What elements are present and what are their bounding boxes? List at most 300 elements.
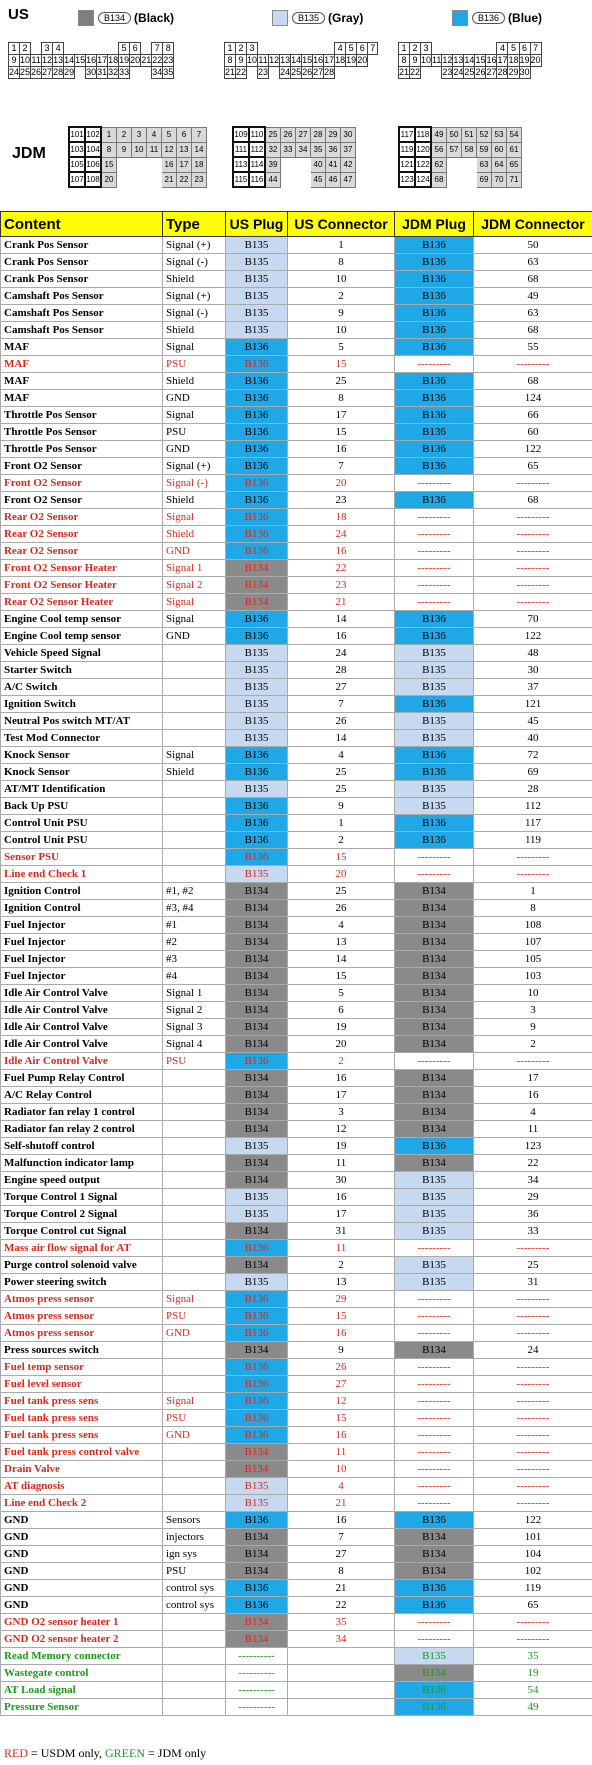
- row-us-connector: 16: [288, 1325, 395, 1342]
- row-type: [163, 1342, 226, 1359]
- row-us-plug: B136: [226, 407, 288, 424]
- row-us-plug: B136: [226, 1512, 288, 1529]
- row-jdm-connector: 54: [474, 1682, 592, 1699]
- row-jdm-plug: B136: [395, 339, 474, 356]
- row-us-plug: B135: [226, 1206, 288, 1223]
- row-us-plug: B136: [226, 1308, 288, 1325]
- row-content: Control Unit PSU: [1, 832, 163, 849]
- row-type: injectors: [163, 1529, 226, 1546]
- row-us-connector: 11: [288, 1155, 395, 1172]
- row-us-plug: B135: [226, 662, 288, 679]
- pin-cell: 28: [53, 67, 64, 77]
- us-connector-b135: [224, 42, 378, 79]
- row-content: Ignition Switch: [1, 696, 163, 713]
- row-jdm-plug: ---------: [395, 866, 474, 883]
- row-content: Throttle Pos Sensor: [1, 424, 163, 441]
- pin-cell: 115: [233, 172, 249, 187]
- row-content: Control Unit PSU: [1, 815, 163, 832]
- row-jdm-plug: B136: [395, 390, 474, 407]
- row-jdm-connector: 70: [474, 611, 592, 628]
- row-us-plug: B135: [226, 288, 288, 305]
- row-jdm-connector: 122: [474, 1512, 592, 1529]
- pin-cell: 105: [69, 157, 85, 172]
- row-content: Throttle Pos Sensor: [1, 441, 163, 458]
- row-type: [163, 1070, 226, 1087]
- table-row: [1, 900, 592, 917]
- table-row: [1, 730, 592, 747]
- row-type: [163, 730, 226, 747]
- row-jdm-connector: ---------: [474, 1461, 592, 1478]
- row-type: [163, 1682, 226, 1699]
- row-content: Radiator fan relay 1 control: [1, 1104, 163, 1121]
- pin-cell: 19: [119, 55, 130, 65]
- pin-cell: 70: [492, 172, 507, 187]
- jdm-connector-b135: [232, 126, 356, 188]
- table-row: [1, 1546, 592, 1563]
- pin-cell: 14: [64, 55, 75, 65]
- table-row: [1, 237, 592, 254]
- row-us-plug: B136: [226, 424, 288, 441]
- row-type: GND: [163, 1427, 226, 1444]
- row-jdm-connector: ---------: [474, 1444, 592, 1461]
- table-row: [1, 1580, 592, 1597]
- row-jdm-connector: 121: [474, 696, 592, 713]
- row-jdm-connector: 11: [474, 1121, 592, 1138]
- table-row: [1, 1342, 592, 1359]
- pin-cell: 8: [399, 55, 410, 67]
- pin-cell: 28: [497, 67, 508, 77]
- row-us-connector: 25: [288, 883, 395, 900]
- row-us-plug: B134: [226, 1036, 288, 1053]
- pin-cell: 14: [192, 142, 207, 157]
- row-us-plug: B136: [226, 764, 288, 781]
- row-content: Fuel Injector: [1, 968, 163, 985]
- row-type: [163, 1376, 226, 1393]
- pin-cell: [108, 43, 119, 55]
- row-us-plug: B134: [226, 1002, 288, 1019]
- row-jdm-plug: B136: [395, 458, 474, 475]
- row-jdm-connector: ---------: [474, 866, 592, 883]
- pin-cell: 30: [519, 67, 530, 77]
- pin-cell: 13: [453, 55, 464, 65]
- row-jdm-plug: B135: [395, 713, 474, 730]
- pin-cell: [75, 43, 86, 55]
- row-us-plug: B134: [226, 1223, 288, 1240]
- pin-cell: 45: [311, 172, 326, 187]
- row-us-connector: 25: [288, 781, 395, 798]
- row-type: [163, 1699, 226, 1716]
- row-us-plug: ----------: [226, 1648, 288, 1665]
- row-type: [163, 1172, 226, 1189]
- row-jdm-plug: ---------: [395, 1478, 474, 1495]
- row-jdm-connector: 31: [474, 1274, 592, 1291]
- row-jdm-connector: ---------: [474, 1291, 592, 1308]
- row-us-plug: B135: [226, 1138, 288, 1155]
- row-type: [163, 1359, 226, 1376]
- row-jdm-plug: B136: [395, 441, 474, 458]
- pin-cell: 42: [341, 157, 356, 172]
- row-jdm-plug: B136: [395, 1138, 474, 1155]
- row-jdm-plug: B135: [395, 645, 474, 662]
- pin-cell: 119: [399, 142, 415, 157]
- pin-cell: 19: [346, 55, 357, 65]
- row-type: [163, 1631, 226, 1648]
- pin-cell: 113: [233, 157, 249, 172]
- pin-cell: 15: [75, 55, 86, 65]
- row-jdm-plug: B136: [395, 271, 474, 288]
- pin-cell: [302, 43, 313, 55]
- row-type: PSU: [163, 1053, 226, 1070]
- row-us-plug: B136: [226, 509, 288, 526]
- pin-cell: 12: [42, 55, 53, 65]
- row-us-connector: 4: [288, 1478, 395, 1495]
- table-row: [1, 1223, 592, 1240]
- row-us-plug: ----------: [226, 1665, 288, 1682]
- row-us-plug: B135: [226, 1189, 288, 1206]
- pin-cell: 17: [497, 55, 508, 65]
- row-jdm-plug: B136: [395, 815, 474, 832]
- row-jdm-plug: ---------: [395, 1308, 474, 1325]
- row-jdm-connector: 63: [474, 254, 592, 271]
- pin-cell: 20: [357, 55, 368, 65]
- row-jdm-plug: ---------: [395, 1461, 474, 1478]
- row-content: Idle Air Control Valve: [1, 1002, 163, 1019]
- row-jdm-connector: ---------: [474, 594, 592, 611]
- pin-cell: 124: [415, 172, 431, 187]
- col-jdm-connector: JDM Connector: [474, 212, 592, 237]
- pin-cell: 10: [20, 55, 31, 65]
- row-us-connector: 25: [288, 373, 395, 390]
- row-us-connector: 11: [288, 1240, 395, 1257]
- row-us-plug: B134: [226, 1155, 288, 1172]
- row-us-plug: B136: [226, 441, 288, 458]
- row-us-connector: 15: [288, 424, 395, 441]
- row-content: GND O2 sensor heater 2: [1, 1631, 163, 1648]
- pin-cell: 18: [192, 157, 207, 172]
- row-jdm-plug: B134: [395, 1546, 474, 1563]
- pin-cell: 1: [9, 43, 20, 55]
- pin-cell: 103: [69, 142, 85, 157]
- row-content: Fuel tank press sens: [1, 1393, 163, 1410]
- table-row: [1, 339, 592, 356]
- row-jdm-connector: 8: [474, 900, 592, 917]
- row-jdm-connector: 28: [474, 781, 592, 798]
- row-type: Signal: [163, 611, 226, 628]
- table-row: [1, 1614, 592, 1631]
- row-type: [163, 1495, 226, 1512]
- row-jdm-plug: B136: [395, 747, 474, 764]
- row-us-plug: B136: [226, 339, 288, 356]
- pin-cell: 50: [447, 127, 462, 142]
- row-us-connector: [288, 1699, 395, 1716]
- row-content: Fuel Injector: [1, 917, 163, 934]
- row-jdm-connector: 66: [474, 407, 592, 424]
- table-row: [1, 1461, 592, 1478]
- row-type: [163, 1461, 226, 1478]
- pin-cell: 14: [291, 55, 302, 65]
- table-row: [1, 1308, 592, 1325]
- row-type: GND: [163, 628, 226, 645]
- row-content: Front O2 Sensor: [1, 492, 163, 509]
- pin-cell: [280, 43, 291, 55]
- pin-cell: 1: [101, 127, 117, 142]
- pin-cell: 9: [236, 55, 247, 67]
- pin-cell: 33: [119, 67, 130, 77]
- table-row: [1, 951, 592, 968]
- row-content: AT diagnosis: [1, 1478, 163, 1495]
- row-jdm-connector: 2: [474, 1036, 592, 1053]
- row-content: Crank Pos Sensor: [1, 271, 163, 288]
- row-type: GND: [163, 390, 226, 407]
- table-row: [1, 934, 592, 951]
- row-content: Idle Air Control Valve: [1, 1019, 163, 1036]
- row-us-plug: B134: [226, 1121, 288, 1138]
- row-us-plug: B134: [226, 985, 288, 1002]
- row-content: Mass air flow signal for AT: [1, 1240, 163, 1257]
- row-us-plug: B135: [226, 696, 288, 713]
- row-content: Rear O2 Sensor: [1, 526, 163, 543]
- row-jdm-connector: 68: [474, 271, 592, 288]
- row-jdm-connector: 65: [474, 1597, 592, 1614]
- row-content: Ignition Control: [1, 883, 163, 900]
- pin-cell: 16: [162, 157, 177, 172]
- table-row: [1, 1053, 592, 1070]
- row-content: GND: [1, 1529, 163, 1546]
- pin-cell: 15: [302, 55, 313, 65]
- col-us-connector: US Connector: [288, 212, 395, 237]
- row-jdm-plug: B134: [395, 951, 474, 968]
- row-jdm-plug: B136: [395, 424, 474, 441]
- pin-cell: 108: [85, 172, 101, 187]
- row-type: [163, 713, 226, 730]
- col-jdm-plug: JDM Plug: [395, 212, 474, 237]
- row-jdm-plug: ---------: [395, 1325, 474, 1342]
- row-content: MAF: [1, 390, 163, 407]
- row-content: GND: [1, 1580, 163, 1597]
- row-content: Rear O2 Sensor: [1, 509, 163, 526]
- row-us-plug: B135: [226, 866, 288, 883]
- row-content: Fuel tank press control valve: [1, 1444, 163, 1461]
- row-content: GND: [1, 1597, 163, 1614]
- row-type: Sensors: [163, 1512, 226, 1529]
- row-type: control sys: [163, 1580, 226, 1597]
- table-row: [1, 645, 592, 662]
- row-jdm-connector: 105: [474, 951, 592, 968]
- row-type: [163, 1478, 226, 1495]
- row-us-plug: B134: [226, 883, 288, 900]
- row-us-connector: 19: [288, 1138, 395, 1155]
- row-us-connector: 21: [288, 1495, 395, 1512]
- row-us-plug: B134: [226, 1104, 288, 1121]
- row-type: Signal 1: [163, 560, 226, 577]
- table-row: [1, 968, 592, 985]
- row-jdm-connector: 33: [474, 1223, 592, 1240]
- table-row: [1, 543, 592, 560]
- pin-cell: 7: [192, 127, 207, 142]
- row-us-connector: 18: [288, 509, 395, 526]
- table-row: [1, 526, 592, 543]
- row-content: Vehicle Speed Signal: [1, 645, 163, 662]
- row-jdm-plug: B135: [395, 798, 474, 815]
- row-content: Pressure Sensor: [1, 1699, 163, 1716]
- row-jdm-connector: 50: [474, 237, 592, 254]
- table-row: [1, 917, 592, 934]
- pin-cell: 31: [97, 67, 108, 77]
- row-us-plug: B134: [226, 1444, 288, 1461]
- row-us-connector: 26: [288, 900, 395, 917]
- table-row: [1, 373, 592, 390]
- table-row: [1, 764, 592, 781]
- row-jdm-connector: 35: [474, 1648, 592, 1665]
- row-us-connector: 8: [288, 1563, 395, 1580]
- row-us-plug: B135: [226, 781, 288, 798]
- jdm-connector-b134: [68, 126, 207, 188]
- row-us-connector: [288, 1648, 395, 1665]
- row-content: AT Load signal: [1, 1682, 163, 1699]
- row-type: [163, 1444, 226, 1461]
- pin-cell: 17: [177, 157, 192, 172]
- table-row: [1, 1393, 592, 1410]
- row-us-connector: 16: [288, 1427, 395, 1444]
- table-row: [1, 407, 592, 424]
- row-us-connector: 9: [288, 1342, 395, 1359]
- row-us-plug: B134: [226, 968, 288, 985]
- table-row: [1, 1070, 592, 1087]
- row-content: Knock Sensor: [1, 747, 163, 764]
- pin-cell: 23: [192, 172, 207, 187]
- pin-cell: 18: [335, 55, 346, 65]
- row-us-plug: B134: [226, 1070, 288, 1087]
- pin-cell: [442, 43, 453, 55]
- row-content: Torque Control 1 Signal: [1, 1189, 163, 1206]
- row-content: Malfunction indicator lamp: [1, 1155, 163, 1172]
- row-us-plug: B136: [226, 543, 288, 560]
- row-jdm-connector: 4: [474, 1104, 592, 1121]
- row-jdm-connector: 65: [474, 458, 592, 475]
- row-type: [163, 849, 226, 866]
- row-content: Front O2 Sensor Heater: [1, 577, 163, 594]
- row-jdm-connector: ---------: [474, 543, 592, 560]
- row-us-plug: B136: [226, 373, 288, 390]
- row-us-plug: B135: [226, 322, 288, 339]
- table-row: [1, 1563, 592, 1580]
- pin-cell: 25: [20, 67, 31, 77]
- row-jdm-plug: B134: [395, 1036, 474, 1053]
- row-us-plug: B135: [226, 713, 288, 730]
- row-us-plug: B134: [226, 1087, 288, 1104]
- pin-cell: 62: [431, 157, 447, 172]
- row-jdm-plug: ---------: [395, 1631, 474, 1648]
- pin-cell: [132, 157, 147, 172]
- table-row: [1, 1121, 592, 1138]
- row-us-plug: ----------: [226, 1682, 288, 1699]
- table-row: [1, 1257, 592, 1274]
- table-row: [1, 1206, 592, 1223]
- pin-cell: [281, 157, 296, 172]
- legend-b135: B135 (Gray): [272, 10, 363, 26]
- row-type: Signal 1: [163, 985, 226, 1002]
- row-us-connector: [288, 1682, 395, 1699]
- pin-cell: 21: [225, 67, 236, 77]
- row-content: Idle Air Control Valve: [1, 1053, 163, 1070]
- pin-cell: [86, 43, 97, 55]
- pin-cell: [464, 43, 475, 55]
- row-type: [163, 662, 226, 679]
- row-type: [163, 1189, 226, 1206]
- pin-cell: [75, 67, 86, 79]
- pin-cell: 118: [415, 127, 431, 142]
- table-row: [1, 356, 592, 373]
- row-jdm-connector: 30: [474, 662, 592, 679]
- row-jdm-connector: 102: [474, 1563, 592, 1580]
- table-row: [1, 475, 592, 492]
- table-row: [1, 849, 592, 866]
- row-content: Sensor PSU: [1, 849, 163, 866]
- pin-cell: [291, 43, 302, 55]
- table-row: [1, 560, 592, 577]
- row-jdm-plug: ---------: [395, 1495, 474, 1512]
- row-jdm-plug: ---------: [395, 594, 474, 611]
- row-content: Test Mod Connector: [1, 730, 163, 747]
- row-content: Idle Air Control Valve: [1, 1036, 163, 1053]
- row-us-connector: 10: [288, 322, 395, 339]
- pin-cell: 114: [249, 157, 265, 172]
- pin-cell: 2: [20, 43, 31, 55]
- row-jdm-plug: ---------: [395, 1291, 474, 1308]
- row-us-connector: 3: [288, 1104, 395, 1121]
- row-us-plug: B136: [226, 849, 288, 866]
- pin-cell: 15: [475, 55, 486, 65]
- row-us-connector: 16: [288, 543, 395, 560]
- row-type: Signal: [163, 1291, 226, 1308]
- row-jdm-connector: 48: [474, 645, 592, 662]
- row-jdm-plug: B135: [395, 781, 474, 798]
- row-us-connector: 4: [288, 917, 395, 934]
- row-type: Signal (-): [163, 475, 226, 492]
- pin-cell: 8: [163, 43, 174, 55]
- row-jdm-plug: B136: [395, 611, 474, 628]
- row-type: PSU: [163, 424, 226, 441]
- table-row: [1, 271, 592, 288]
- row-content: A/C Switch: [1, 679, 163, 696]
- row-jdm-plug: B134: [395, 1563, 474, 1580]
- pin-cell: 5: [162, 127, 177, 142]
- pin-cell: 61: [507, 142, 522, 157]
- pin-cell: 30: [86, 67, 97, 77]
- row-type: [163, 832, 226, 849]
- row-jdm-plug: B135: [395, 1172, 474, 1189]
- pin-cell: 2: [117, 127, 132, 142]
- row-type: Signal 2: [163, 1002, 226, 1019]
- pin-cell: 27: [296, 127, 311, 142]
- table-row: [1, 1512, 592, 1529]
- row-jdm-connector: ---------: [474, 1325, 592, 1342]
- row-content: Drain Valve: [1, 1461, 163, 1478]
- pin-cell: 7: [368, 43, 378, 55]
- row-us-connector: 26: [288, 713, 395, 730]
- row-type: Signal: [163, 339, 226, 356]
- table-row: [1, 1104, 592, 1121]
- row-us-connector: 15: [288, 968, 395, 985]
- row-type: [163, 1648, 226, 1665]
- row-jdm-connector: ---------: [474, 1614, 592, 1631]
- row-jdm-plug: ---------: [395, 1376, 474, 1393]
- table-row: [1, 1410, 592, 1427]
- row-content: Self-shutoff control: [1, 1138, 163, 1155]
- pin-cell: [281, 172, 296, 187]
- pin-cell: 22: [410, 67, 421, 77]
- row-jdm-plug: B136: [395, 1682, 474, 1699]
